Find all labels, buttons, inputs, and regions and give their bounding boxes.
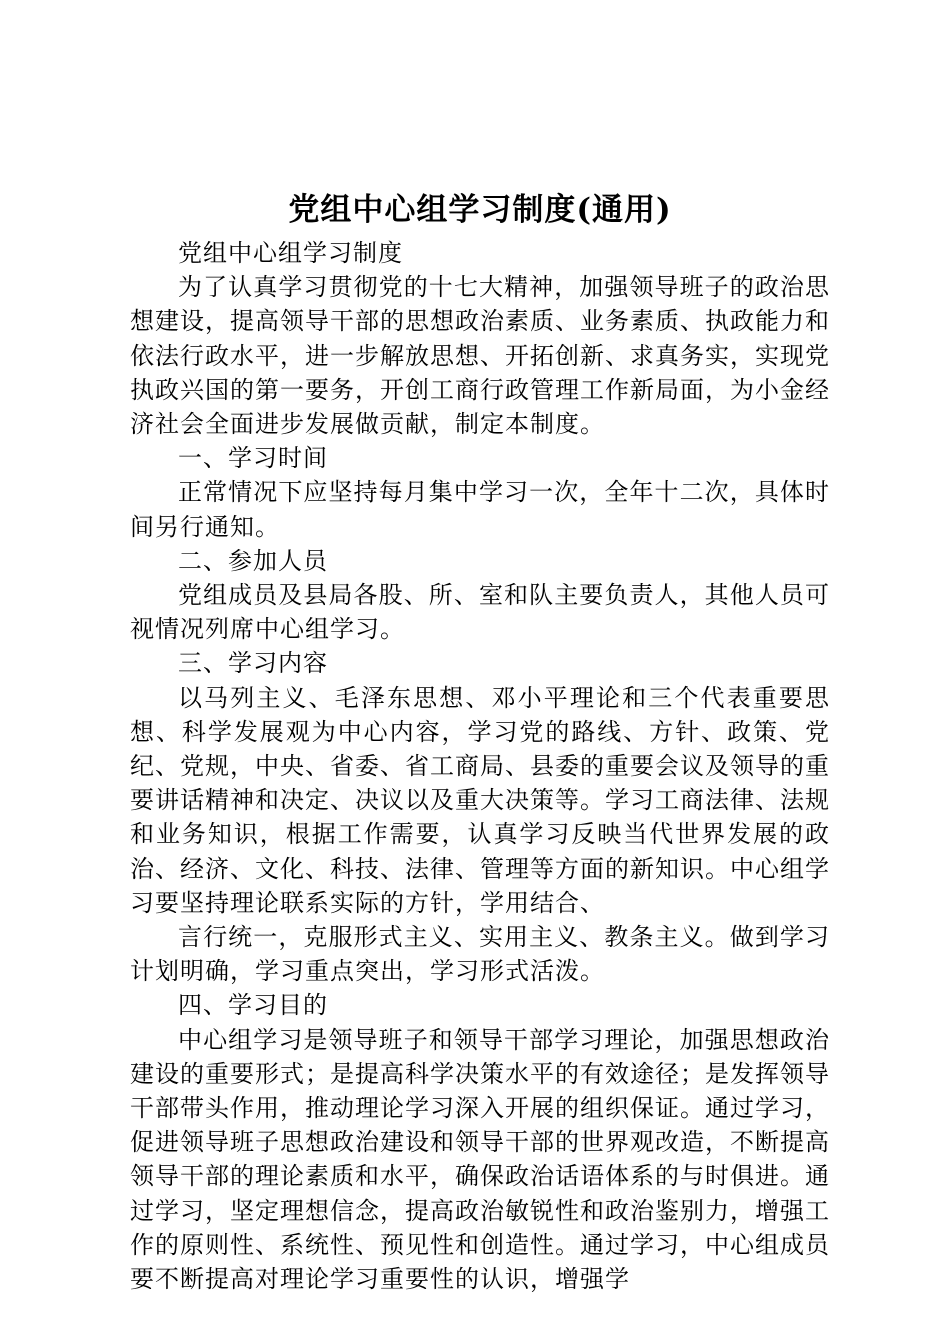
paragraph-intro: 为了认真学习贯彻党的十七大精神，加强领导班子的政治思想建设，提高领导干部的思想政治素质、业务素质、执政能力和依法行政水平，进一步解放思想、开拓创新、求真务实，实现党执政兴国的第一要务，开创工商行政管理工作新局面，为小金经济社会全面进步发展做贡献，制定本制度。: [130, 273, 830, 439]
section-heading-study-time: 一、学习时间: [178, 444, 328, 473]
document-title: 党组中心组学习制度(通用): [288, 192, 672, 228]
section-heading-study-content: 三、学习内容: [178, 649, 328, 678]
paragraph-study-purpose: 中心组学习是领导班子和领导干部学习理论，加强思想政治建设的重要形式；是提高科学决策水平的有效途径；是发挥领导干部带头作用，推动理论学习深入开展的组织保证。通过学习，促进领导班子思想政治建设和领导干部的世界观改造，不断提高领导干部的理论素质和水平，确保政治话语体系的与时俱进。通过学习，坚定理想信念，提高政治敏锐性和政治鉴别力，增强工作的原则性、系统性、预见性和创造性。通过学习，中心组成员要不断提高对理论学习重要性的认识，增强学: [130, 1025, 830, 1294]
document-body: [130, 236, 830, 1296]
document-page: [130, 184, 830, 1296]
paragraph-study-time: 正常情况下应坚持每月集中学习一次，全年十二次，具体时间另行通知。: [130, 478, 830, 541]
section-heading-study-purpose: 四、学习目的: [178, 991, 328, 1020]
paragraph-participants: 党组成员及县局各股、所、室和队主要负责人，其他人员可视情况列席中心组学习。: [130, 581, 830, 644]
paragraph-subtitle: 党组中心组学习制度: [178, 239, 403, 267]
paragraph-study-content: 以马列主义、毛泽东思想、邓小平理论和三个代表重要思想、科学发展观为中心内容，学习党的路线、方针、政策、党纪、党规，中央、省委、省工商局、县委的重要会议及领导的重要讲话精神和决定、决议以及重大决策等。学习工商法律、法规和业务知识，根据工作需要，认真学习反映当代世界发展的政治、经济、文化、科技、法律、管理等方面的新知识。中心组学习要坚持理论联系实际的方针，学用结合、: [130, 683, 830, 917]
paragraph-study-content-continued: 言行统一，克服形式主义、实用主义、教条主义。做到学习计划明确，学习重点突出，学习形式活泼。: [130, 923, 830, 986]
section-heading-participants: 二、参加人员: [178, 546, 328, 575]
